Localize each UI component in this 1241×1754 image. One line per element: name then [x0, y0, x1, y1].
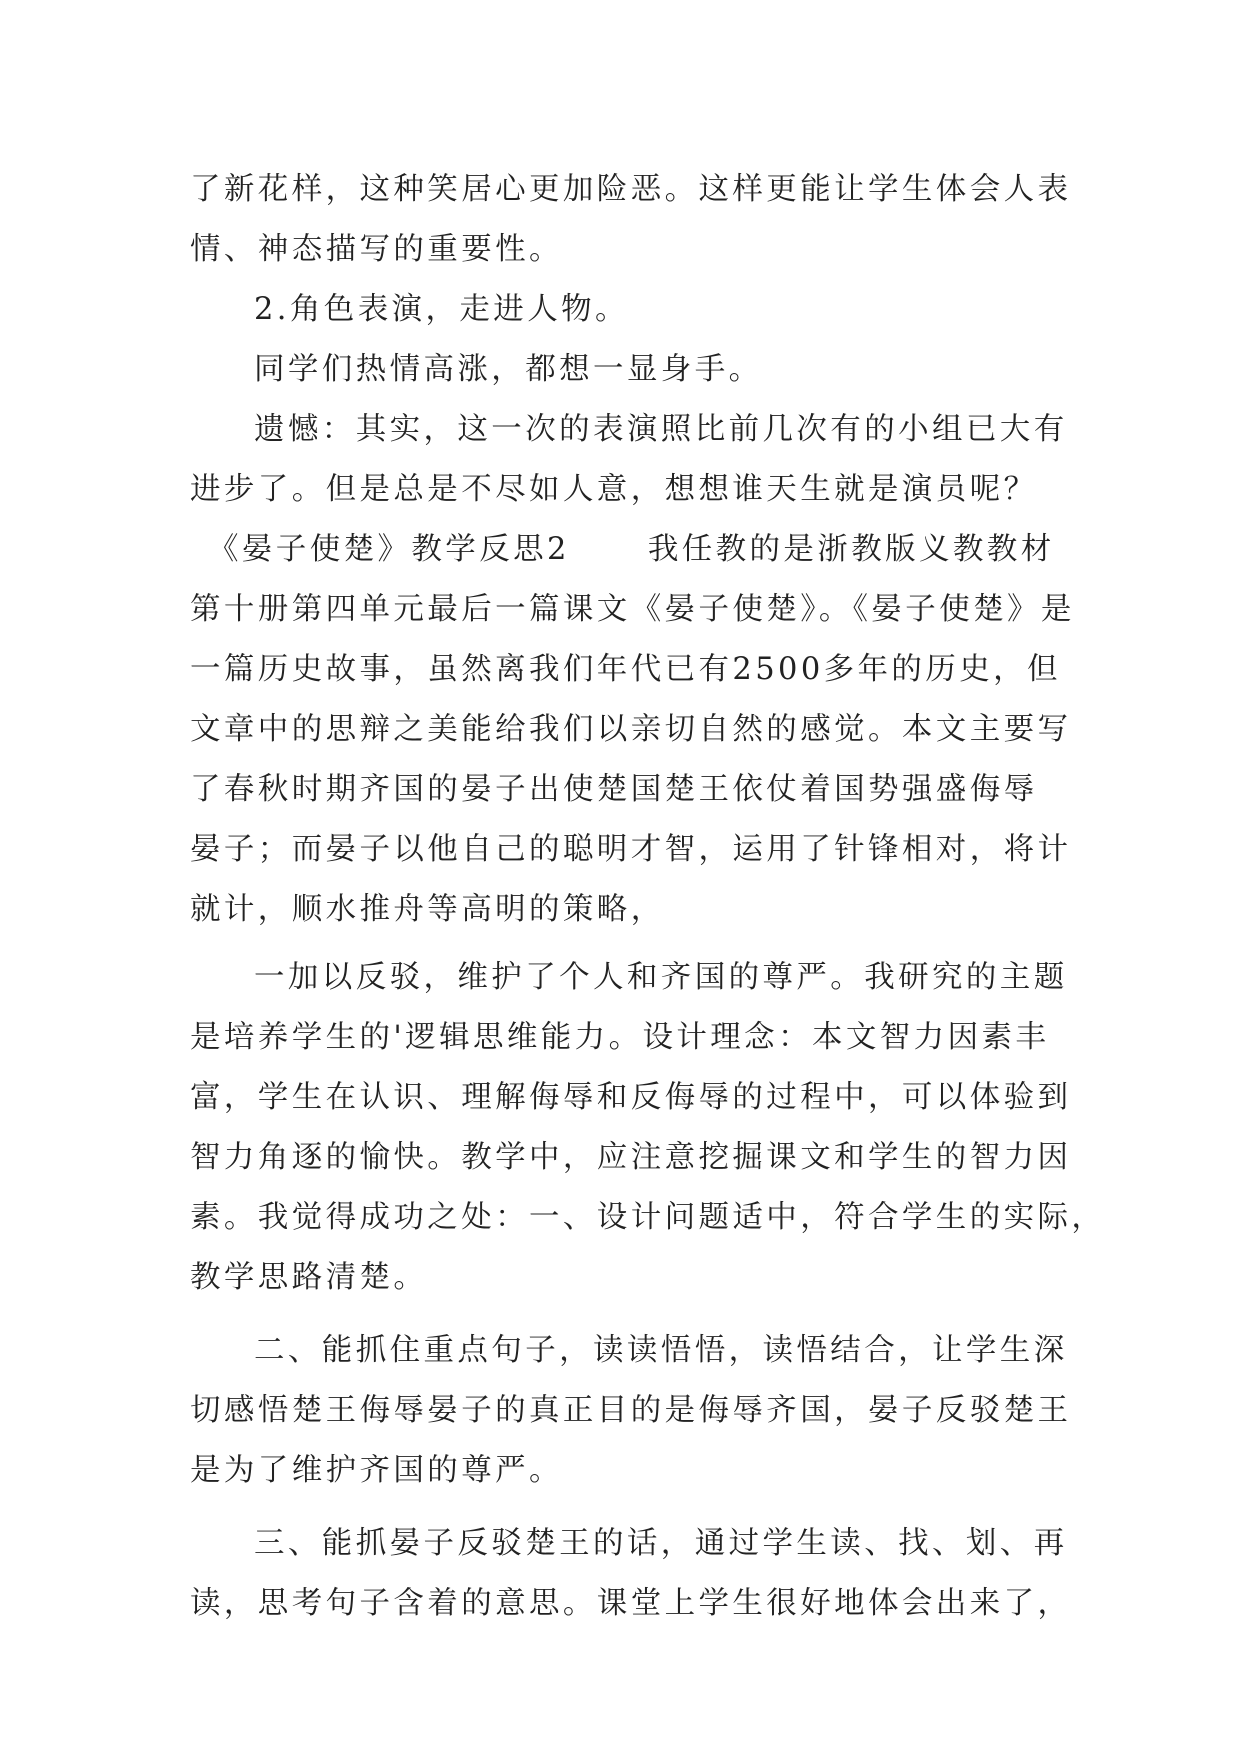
text-line: 教学思路清楚。 — [190, 1260, 428, 1295]
text-line: 文章中的思辩之美能给我们以亲切自然的感觉。本文主要写 — [190, 712, 1072, 747]
text-line: 读，思考句子含着的意思。课堂上学生很好地体会出来了， — [190, 1586, 1072, 1621]
document-body — [190, 160, 1106, 1634]
text-line: 是为了维护齐国的尊严。 — [190, 1453, 563, 1488]
paragraph — [190, 280, 1060, 340]
text-line: 二、能抓住重点句子，读读悟悟，读悟结合，让学生深 — [254, 1333, 1068, 1368]
paragraph-gap — [190, 940, 1060, 948]
section-heading-line — [190, 520, 1060, 580]
text-line: 晏子；而晏子以他自己的聪明才智，运用了针锋相对，将计 — [190, 832, 1072, 867]
paragraph — [190, 948, 1106, 1308]
text-line: 了新花样，这种笑居心更加险恶。这样更能让学生体会人表 — [190, 172, 1072, 207]
text-line: 就计，顺水推舟等高明的策略， — [190, 892, 665, 927]
paragraph — [190, 1321, 1072, 1501]
paragraph — [190, 160, 1072, 280]
text-line: 同学们热情高涨，都想一显身手。 — [254, 352, 763, 387]
text-line: 了春秋时期齐国的晏子出使楚国楚王依仗着国势强盛侮辱 — [190, 772, 1038, 807]
paragraph — [190, 520, 1075, 940]
text-line: 进步了。但是总是不尽如人意，想想谁天生就是演员呢？ — [190, 472, 1038, 507]
paragraph — [190, 340, 1060, 400]
text-line: 富，学生在认识、理解侮辱和反侮辱的过程中，可以体验到 — [190, 1080, 1072, 1115]
text-line: 一篇历史故事，虽然离我们年代已有2500多年的历史，但 — [190, 652, 1061, 687]
text-line: 是培养学生的'逻辑思维能力。设计理念：本文智力因素丰 — [190, 1020, 1050, 1055]
text-line: 遗憾：其实，这一次的表演照比前几次有的小组已大有 — [254, 412, 1068, 447]
paragraph — [190, 400, 1068, 520]
text-line: 2.角色表演，走进人物。 — [254, 292, 629, 327]
text-line: 三、能抓晏子反驳楚王的话，通过学生读、找、划、再 — [254, 1526, 1068, 1561]
text-line: 智力角逐的愉快。教学中，应注意挖掘课文和学生的智力因 — [190, 1140, 1072, 1175]
section-heading: 《晏子使楚》教学反思2 — [208, 532, 570, 567]
text-line: 情、神态描写的重要性。 — [190, 232, 563, 267]
paragraph — [190, 1514, 1072, 1634]
paragraph-gap — [190, 1501, 1060, 1514]
text-line: 一加以反驳，维护了个人和齐国的尊严。我研究的主题 — [254, 960, 1068, 995]
paragraph-gap — [190, 1308, 1060, 1321]
text-run: 我任教的是浙教版义教教材 — [647, 532, 1055, 567]
text-line: 第十册第四单元最后一篇课文《晏子使楚》。《晏子使楚》是 — [190, 592, 1075, 627]
text-line: 切感悟楚王侮辱晏子的真正目的是侮辱齐国，晏子反驳楚王 — [190, 1393, 1072, 1428]
text-line: 素。我觉得成功之处：一、设计问题适中，符合学生的实际， — [190, 1200, 1106, 1235]
